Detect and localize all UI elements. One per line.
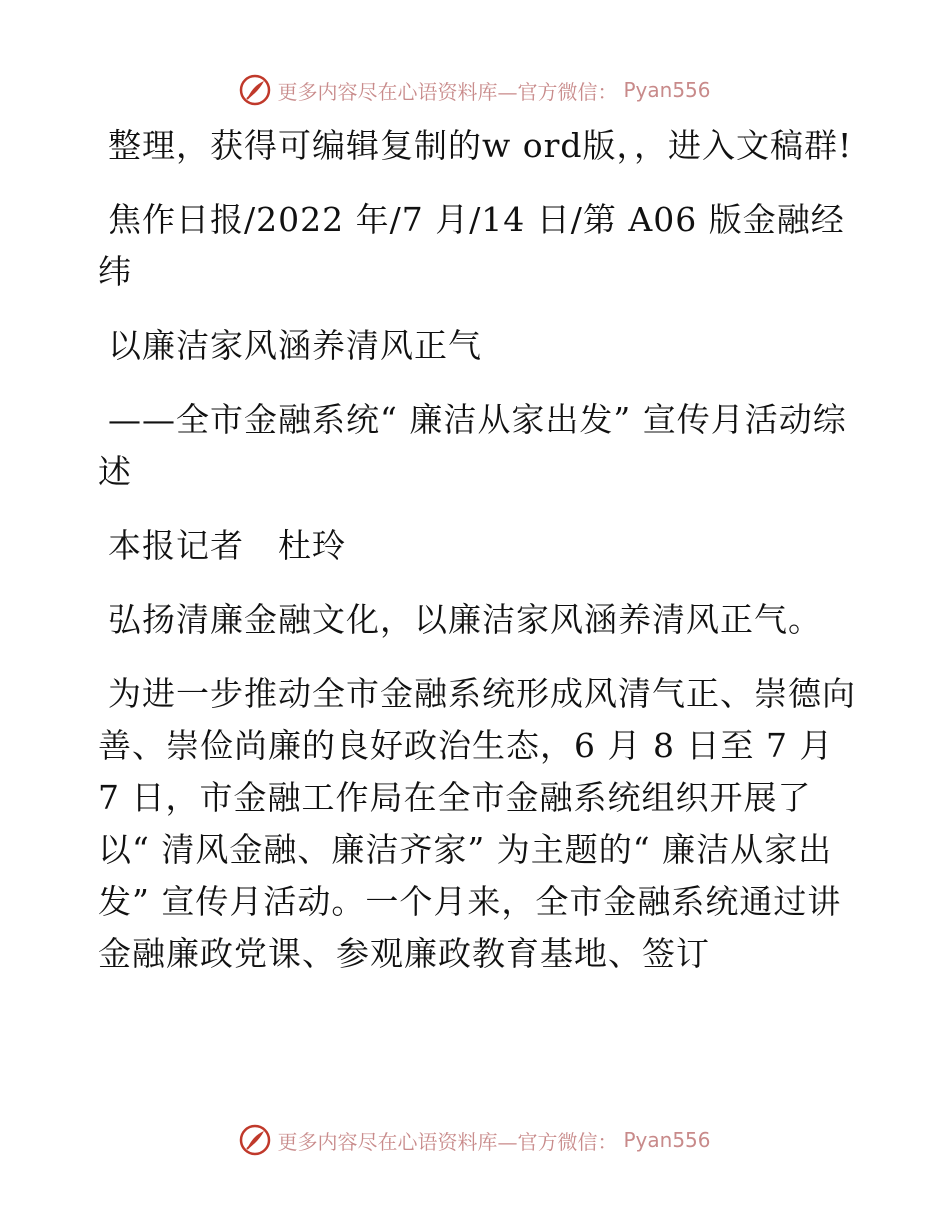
intro-paragraph: 整理，获得可编辑复制的w ord版，，进入文稿群!: [108, 126, 853, 165]
article-byline: 本报记者 杜玲: [108, 526, 346, 565]
watermark-wechat-id: Pyan556: [623, 78, 711, 102]
watermark-text: 更多内容尽在心语资料库—官方微信：: [277, 1129, 618, 1154]
article-title: 以廉洁家风涵养清风正气: [108, 326, 482, 365]
source-line: 焦作日报/2022 年/7 月/14 日/第 A06 版金融经纬: [98, 200, 845, 291]
footer-watermark-group: [239, 1124, 710, 1156]
watermark-text: 更多内容尽在心语资料库—官方微信：: [277, 79, 618, 104]
watermark-wechat-id: Pyan556: [623, 1128, 711, 1152]
document-body: [98, 120, 858, 1002]
header-watermark-banner: [0, 70, 950, 110]
header-watermark-group: [239, 74, 710, 106]
quill-pen-logo-icon: [239, 74, 271, 106]
footer-watermark-banner: [0, 1120, 950, 1160]
body-paragraph: 为进一步推动全市金融系统形成风清气正、崇德向善、崇俭尚廉的良好政治生态，6 月 8 日至 7 月 7 日，市金融工作局在全市金融系统组织开展了以“ 清风金融、廉洁齐家” 为主题的“ 廉洁从家出发” 宣传月活动。一个月来，全市金融系统通过讲金融廉政党课、参观廉政教育基地、签订: [98, 674, 856, 973]
article-subtitle: ——全市金融系统“ 廉洁从家出发” 宣传月活动综述: [98, 400, 847, 491]
lead-paragraph: 弘扬清廉金融文化，以廉洁家风涵养清风正气。: [108, 600, 822, 639]
quill-pen-logo-icon: [239, 1124, 271, 1156]
